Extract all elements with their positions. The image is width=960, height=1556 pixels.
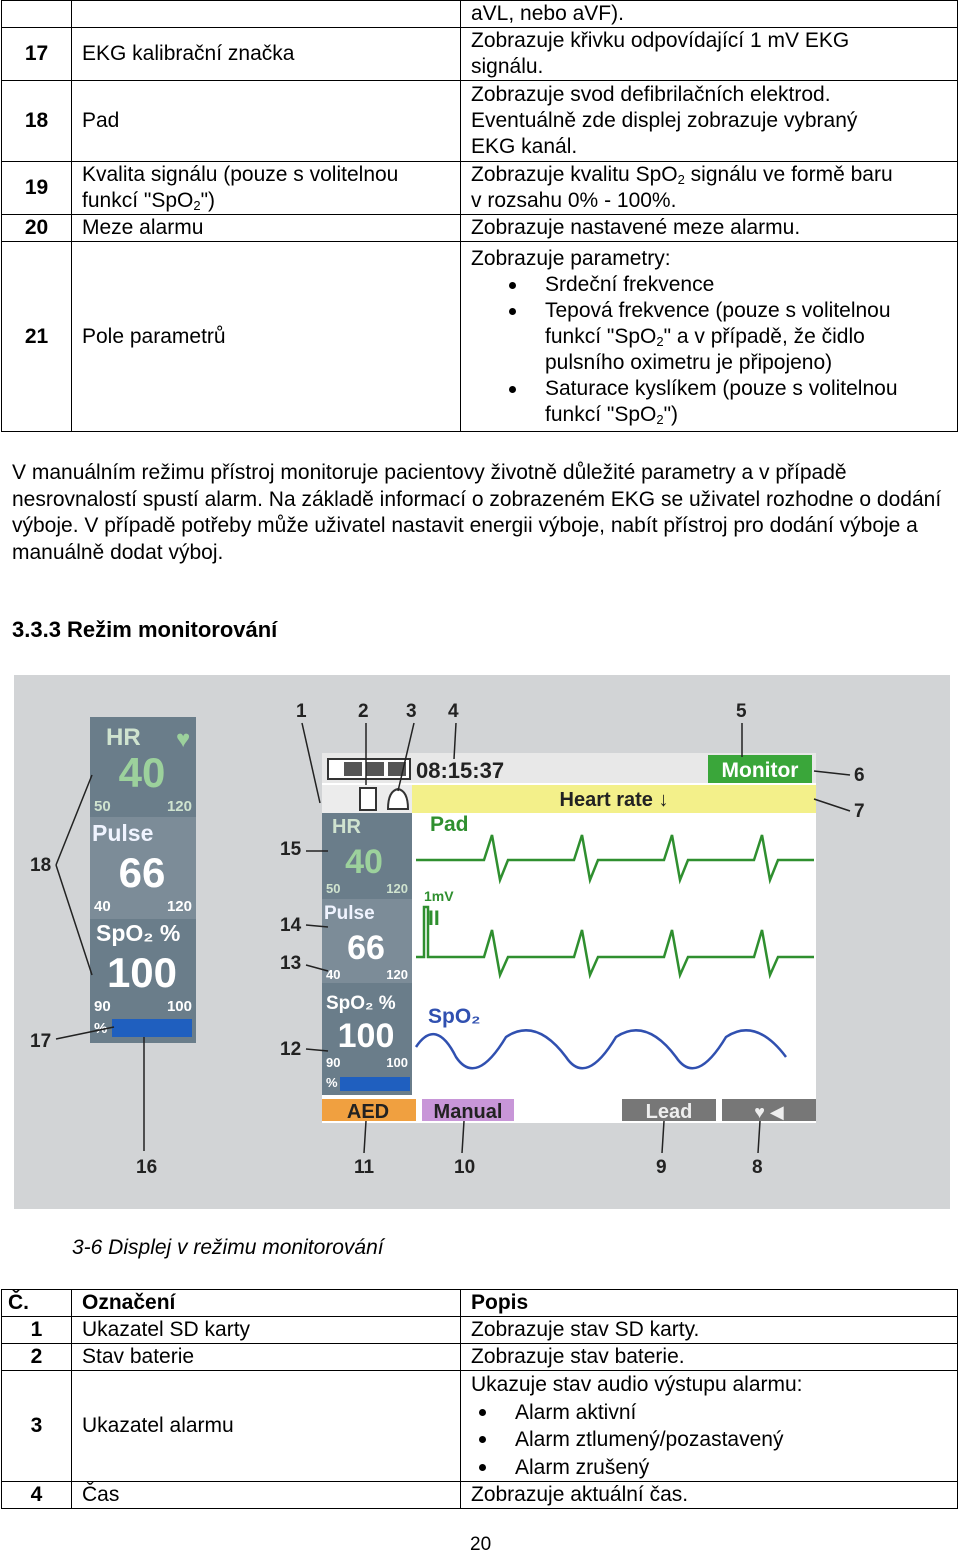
aed-button: AED xyxy=(346,1101,390,1123)
lead-button: Lead xyxy=(645,1101,693,1123)
svg-text:40: 40 xyxy=(326,967,341,982)
svg-text:100: 100 xyxy=(106,949,178,996)
svg-text:2: 2 xyxy=(358,701,369,722)
svg-text:Pulse: Pulse xyxy=(324,903,375,924)
svg-text:6: 6 xyxy=(854,765,865,786)
header-num: Č. xyxy=(2,1290,72,1317)
svg-text:15: 15 xyxy=(280,839,302,860)
row16-desc-cont: aVL, nebo aVF). xyxy=(461,1,958,28)
svg-text:50: 50 xyxy=(94,798,111,815)
hr-value: 40 xyxy=(345,843,383,881)
svg-text:90: 90 xyxy=(326,1055,341,1070)
header-desc: Popis xyxy=(461,1290,958,1317)
lead-ii-label: II xyxy=(428,907,440,930)
svg-text:Pulse: Pulse xyxy=(92,820,154,846)
svg-text:40: 40 xyxy=(118,749,166,796)
row-num: 17 xyxy=(2,28,72,81)
svg-text:7: 7 xyxy=(854,801,865,822)
svg-text:120: 120 xyxy=(386,881,408,896)
svg-text:50: 50 xyxy=(326,881,341,896)
svg-text:8: 8 xyxy=(752,1157,763,1178)
parameter-list: Srdeční frekvence Tepová frekvence (pouze s volitelnou funkcí "SpO$_2$" a v případě, že čidlo pulsního oximetru je připojeno) Saturace kyslíkem (pouze s volitelnou funkcí "SpO$_2$") xyxy=(471,272,957,428)
page-number: 20 xyxy=(470,1534,492,1555)
pad-label: Pad xyxy=(430,813,469,836)
svg-text:SpO₂ %: SpO₂ % xyxy=(96,920,181,946)
svg-text:100: 100 xyxy=(386,1055,408,1070)
spo2-quality-bar xyxy=(340,1077,410,1091)
monitor-display-figure xyxy=(14,675,950,1209)
svg-text:3: 3 xyxy=(406,701,417,722)
display-elements-table: Č. Označení Popis 1 Ukazatel SD karty Zobrazuje stav SD karty. 2 Stav baterie Zobrazuje stav baterie. 3 Ukazatel alarmu Ukazuje stav audio výstupu alarmu: Alarm aktivní Alarm ztlumený/pozastavený Alarm zrušený 4 Čas Zobrazuje aktuální čas. xyxy=(1,1289,958,1509)
row-desc: Zobrazuje křivku odpovídající 1 mV EKG signálu. xyxy=(461,28,958,81)
svg-text:1: 1 xyxy=(296,701,307,722)
svg-text:%: % xyxy=(94,1020,108,1037)
svg-text:66: 66 xyxy=(118,849,166,896)
svg-text:10: 10 xyxy=(454,1157,476,1178)
alarm-message: Heart rate ↓ xyxy=(559,789,669,811)
svg-text:18: 18 xyxy=(30,855,52,876)
svg-text:14: 14 xyxy=(280,915,302,936)
parameter-table-top: aVL, nebo aVF). 17 EKG kalibrační značka Zobrazuje křivku odpovídající 1 mV EKG signálu. 18 Pad Zobrazuje svod defibrilačních elektrod. Eventuálně zde displej zobrazuje vybraný EKG kanál. 19 Kvalita signálu (pouze s volitelnou funkcí "SpO$_2$") Zobrazuje kvalitu SpO$_2$ signálu ve formě baru v rozsahu 0% - 100%. 20 Meze alarmu Zobrazuje nastavené meze alarmu. 21 Pole parametrů Zobrazuje parametry: Srdeční frekvence Tepová frekvence (pouze s volitelnou funkcí "SpO$_2$" a v případě, že čidlo pulsního oximetru je připojeno) Saturace kyslíkem (pouze s volitelnou funkcí "SpO$_2$") xyxy=(1,0,958,432)
svg-text:90: 90 xyxy=(94,998,111,1015)
svg-text:12: 12 xyxy=(280,1039,302,1060)
calibration-label: 1mV xyxy=(424,888,454,904)
section-heading: 3.3.3 Režim monitorování xyxy=(12,617,278,642)
alarm-status-list: Alarm aktivní Alarm ztlumený/pozastavený Alarm zrušený xyxy=(471,1399,957,1482)
svg-text:17: 17 xyxy=(30,1031,52,1052)
svg-text:9: 9 xyxy=(656,1157,667,1178)
svg-text:11: 11 xyxy=(354,1157,375,1178)
manual-mode-paragraph: V manuálním režimu přístroj monitoruje pacientovy životně důležité parametry a v případě nesrovnalostí spustí alarm. Na základě informací o zobrazeném EKG se uživatel rozhodne o dodání výboje. V případě potřeby může uživatel nastavit energii výboje, nabít přístroj pro dodání výboje a manuálně dodat výboj. xyxy=(12,461,942,564)
row-name: EKG kalibrační značka xyxy=(72,28,461,81)
svg-text:120: 120 xyxy=(166,798,192,815)
svg-text:120: 120 xyxy=(166,898,192,915)
spo2-wave-label: SpO₂ xyxy=(428,1005,481,1028)
hr-label: HR xyxy=(332,816,361,838)
heart-icon: ♥ xyxy=(176,726,191,753)
svg-text:4: 4 xyxy=(448,701,459,722)
mode-label: Monitor xyxy=(721,759,799,782)
svg-text:SpO₂ %: SpO₂ % xyxy=(326,993,396,1014)
svg-text:HR: HR xyxy=(106,724,141,751)
svg-text:120: 120 xyxy=(386,967,408,982)
heart-speaker-icon: ♥ ◀ xyxy=(754,1102,784,1122)
svg-text:%: % xyxy=(326,1075,338,1090)
monitor-display-illustration xyxy=(14,675,950,1209)
clock-time: 08:15:37 xyxy=(416,758,505,783)
svg-text:100: 100 xyxy=(337,1017,395,1055)
figure-caption: 3-6 Displej v režimu monitorování xyxy=(72,1236,384,1259)
svg-text:40: 40 xyxy=(94,898,111,915)
svg-text:100: 100 xyxy=(166,998,192,1015)
svg-text:5: 5 xyxy=(736,701,747,722)
svg-text:13: 13 xyxy=(280,953,302,974)
svg-text:16: 16 xyxy=(136,1157,158,1178)
manual-button: Manual xyxy=(433,1101,503,1123)
battery-icon xyxy=(328,759,410,779)
header-name: Označení xyxy=(72,1290,461,1317)
svg-text:66: 66 xyxy=(347,929,385,967)
sd-card-icon xyxy=(360,788,376,810)
